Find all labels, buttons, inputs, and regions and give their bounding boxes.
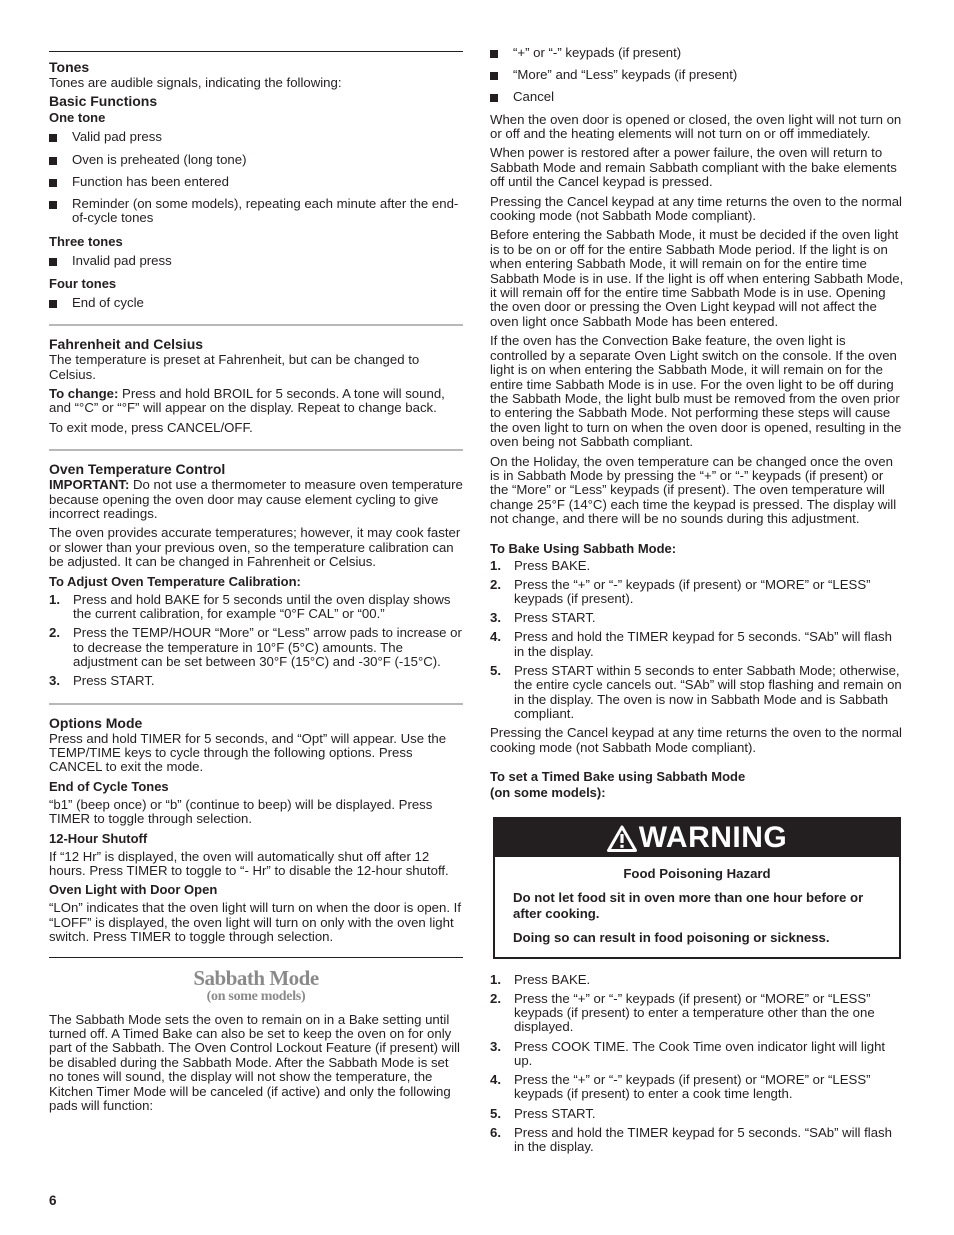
step-item xyxy=(490,1126,904,1155)
step-text: Press the “+” or “-” keypads (if present) or “MORE” or “LESS” keypads (if present) to enter a temperature other than the one displayed. xyxy=(514,990,875,1035)
light-text: “LOn” indicates that the oven light will turn on when the door is open. If “LOFF” is displayed, the oven light will turn on only with the oven light switch. Press TIMER to toggle through selection. xyxy=(49,900,461,945)
step-item xyxy=(490,559,904,573)
light-heading: Oven Light with Door Open xyxy=(49,882,218,898)
list-item: Reminder (on some models), repeating each minute after the end-of-cycle tones xyxy=(49,197,463,226)
sabbath-convection: If the oven has the Convection Bake feature, the oven light is controlled by a separate Oven Light switch on the console. If the oven light is on when entering the Sabbath Mode, it will remain on for the entire time Sabbath Mode is in use. For the oven light to be off during the Sabbath Mode, the light bulb must be removed from the oven prior to entering the Sabbath Mode. Not performing these steps will cause the oven light to turn on when the oven door is opened, resulting in the oven being not Sabbath compliant. xyxy=(490,333,902,450)
three-tones-list xyxy=(49,254,463,268)
shutoff-heading: 12-Hour Shutoff xyxy=(49,830,148,846)
basic-functions-heading: Basic Functions xyxy=(49,93,158,110)
sabbath-divider xyxy=(49,957,463,958)
adjust-calibration-heading: To Adjust Oven Temperature Calibration: xyxy=(49,573,301,589)
step-item xyxy=(49,593,463,622)
sabbath-subtitle: (on some models) xyxy=(206,988,306,1004)
step-item xyxy=(490,1107,904,1121)
step-text: Press BAKE. xyxy=(514,557,591,573)
step-number: 3. xyxy=(490,610,501,626)
calibration-steps xyxy=(49,593,463,689)
step-item xyxy=(49,626,463,669)
sabbath-cancel: Pressing the Cancel keypad at any time returns the oven to the normal cooking mode (not Sabbath Mode compliant). xyxy=(490,193,902,224)
warning-line-1: Do not let food sit in oven more than one hour before or after cooking. xyxy=(513,889,864,922)
step-text: Press COOK TIME. The Cook Time oven indicator light will light up. xyxy=(514,1038,886,1068)
list-item: Invalid pad press xyxy=(49,254,463,268)
step-text: Press START. xyxy=(514,610,596,626)
list-item: Function has been entered xyxy=(49,175,463,189)
step-item xyxy=(49,674,463,688)
warning-line-2: Doing so can result in food poisoning or sickness. xyxy=(513,929,830,945)
list-item: “+” or “-” keypads (if present) xyxy=(490,46,904,60)
step-item xyxy=(490,578,904,607)
left-column xyxy=(49,40,463,1113)
step-number: 4. xyxy=(490,629,501,645)
oven-temp-accuracy: The oven provides accurate temperatures; however, it may cook faster or slower than your previous oven, so the temperature calibration can be adjusted. It can be changed in Fahrenheit or Celsius. xyxy=(49,525,461,570)
warning-title: WARNING xyxy=(638,821,788,855)
step-item xyxy=(490,630,904,659)
step-text: Press BAKE. xyxy=(514,971,591,987)
sabbath-pads-list xyxy=(490,46,904,105)
sabbath-light: Before entering the Sabbath Mode, it must be decided if the oven light is to be on or off for the entire Sabbath Mode period. If the light is on when entering Sabbath Mode, it will remain on for the entire time Sabbath Mode is in use. If the light is off when entering Sabbath Mode, it will remain off for the entire time Sabbath Mode is in use. Opening the oven door or pressing the Oven Light keypad will not affect the oven light once Sabbath Mode has been entered. xyxy=(490,227,904,329)
tones-intro: Tones are audible signals, indicating the following: xyxy=(49,75,342,90)
step-number: 5. xyxy=(490,662,501,678)
step-number: 6. xyxy=(490,1124,501,1140)
step-number: 4. xyxy=(490,1072,501,1088)
step-text: Press the “+” or “-” keypads (if present) or “MORE” or “LESS” keypads (if present) to enter a cook time length. xyxy=(514,1072,871,1102)
one-tone-list xyxy=(49,130,463,225)
tones-heading: Tones xyxy=(49,59,90,75)
timed-bake-heading-1: To set a Timed Bake using Sabbath Mode xyxy=(490,769,746,785)
warning-triangle-icon xyxy=(607,825,637,852)
step-item xyxy=(490,1073,904,1102)
step-number: 5. xyxy=(490,1105,501,1121)
step-number: 2. xyxy=(490,990,501,1006)
list-item: Cancel xyxy=(490,90,904,104)
sabbath-cancel-2: Pressing the Cancel keypad at any time returns the oven to the normal cooking mode (not Sabbath Mode compliant). xyxy=(490,725,902,755)
list-item: End of cycle xyxy=(49,296,463,310)
step-text: Press the TEMP/HOUR “More” or “Less” arrow pads to increase or to decrease the temperature in 10°F (5°C) amounts. The adjustment can be set between 30°F (15°C) and -30°F (-15°C). xyxy=(73,625,462,670)
fahrenheit-intro: The temperature is preset at Fahrenheit, but can be changed to Celsius. xyxy=(49,352,420,382)
fahrenheit-change xyxy=(49,387,463,416)
shutoff-text: If “12 Hr” is displayed, the oven will automatically shut off after 12 hours. Press TIMER to toggle to “- Hr” to disable the 12-hour shutoff. xyxy=(49,848,449,878)
step-number: 1. xyxy=(49,591,60,607)
right-column xyxy=(490,40,904,1154)
step-number: 3. xyxy=(490,1038,501,1054)
page-number: 6 xyxy=(49,1193,57,1208)
step-item xyxy=(490,992,904,1035)
section-divider xyxy=(49,449,463,451)
list-item: Oven is preheated (long tone) xyxy=(49,153,463,167)
eoc-heading: End of Cycle Tones xyxy=(49,778,169,794)
step-item xyxy=(490,1040,904,1069)
sabbath-intro: The Sabbath Mode sets the oven to remain on in a Bake setting until turned off. A Timed Bake can also be set to keep the oven on for only part of the Sabbath. The Oven Control Lockout Feature (if present) will be disabled during the Sabbath Mode. After the Sabbath Mode is set no tones will sound, the display will not show the temperature, the Kitchen Timer Mode will be canceled (if active) and only the following pads will function: xyxy=(49,1011,460,1114)
step-item xyxy=(490,664,904,722)
step-number: 2. xyxy=(49,625,60,641)
step-number: 1. xyxy=(490,971,501,987)
to-change-label: To change: xyxy=(49,386,119,402)
step-number: 2. xyxy=(490,576,501,592)
top-divider xyxy=(49,51,463,52)
step-text: Press START. xyxy=(73,673,155,689)
list-item: Valid pad press xyxy=(49,130,463,144)
warning-header xyxy=(495,819,899,857)
oven-temp-heading: Oven Temperature Control xyxy=(49,461,226,478)
step-item xyxy=(490,611,904,625)
step-text: Press and hold the TIMER keypad for 5 seconds. “SAb” will flash in the display. xyxy=(514,629,892,659)
four-tones-list xyxy=(49,296,463,310)
step-text: Press the “+” or “-” keypads (if present) or “MORE” or “LESS” keypads (if present). xyxy=(514,576,871,607)
sabbath-door: When the oven door is opened or closed, the oven light will not turn on or off and the heating elements will not turn on or off immediately. xyxy=(490,111,902,142)
sabbath-title: Sabbath Mode xyxy=(193,965,319,990)
sabbath-power: When power is restored after a power failure, the oven will return to Sabbath Mode and remain Sabbath compliant with the bake elements off until the Cancel keypad is pressed. xyxy=(490,145,897,190)
options-intro: Press and hold TIMER for 5 seconds, and “Opt” will appear. Use the TEMP/TIME keys to cycle through the following options. Press CANCEL to exit the mode. xyxy=(49,730,447,775)
section-divider xyxy=(49,703,463,705)
warning-body xyxy=(495,857,899,956)
step-text: Press START. xyxy=(514,1105,596,1121)
four-tones-heading: Four tones xyxy=(49,275,117,291)
warning-box xyxy=(493,817,901,958)
section-divider xyxy=(49,324,463,326)
step-text: Press START within 5 seconds to enter Sabbath Mode; otherwise, the entire cycle cancels out. “SAb” will stop flashing and remain on in the display. The oven is now in Sabbath Mode and is Sabbath compliant. xyxy=(514,662,902,721)
step-number: 1. xyxy=(490,557,501,573)
bake-sabbath-steps xyxy=(490,559,904,722)
one-tone-heading: One tone xyxy=(49,110,106,126)
important-label: IMPORTANT: xyxy=(49,477,130,493)
fahrenheit-exit: To exit mode, press CANCEL/OFF. xyxy=(49,419,253,435)
list-item: “More” and “Less” keypads (if present) xyxy=(490,68,904,82)
three-tones-heading: Three tones xyxy=(49,233,123,249)
oven-temp-important xyxy=(49,478,463,521)
timed-bake-steps xyxy=(490,973,904,1155)
step-item xyxy=(490,973,904,987)
timed-bake-heading-2: (on some models): xyxy=(490,785,606,801)
options-heading: Options Mode xyxy=(49,714,143,731)
sabbath-holiday: On the Holiday, the oven temperature can be changed once the oven is in Sabbath Mode by pressing the “+” or “-” keypads (if present) or the “More” or “Less” keypads (if present). The oven temperature will change 25°F (14°C) each time the keypad is pressed. The display will not change, and there will be no sounds during this adjustment. xyxy=(490,453,897,527)
bake-sabbath-heading: To Bake Using Sabbath Mode: xyxy=(490,540,677,556)
to-change-text: Press and hold BROIL for 5 seconds. A tone will sound, and “°C” or “°F” will appear on the display. Repeat to change back. xyxy=(49,386,445,416)
step-number: 3. xyxy=(49,673,60,689)
important-text: Do not use a thermometer to measure oven temperature because opening the oven door may cause element cycling to give incorrect readings. xyxy=(49,477,463,522)
step-text: Press and hold the TIMER keypad for 5 seconds. “SAb” will flash in the display. xyxy=(514,1124,892,1155)
step-text: Press and hold BAKE for 5 seconds until the oven display shows the current calibration, for example “0°F CAL” or “00.” xyxy=(73,591,451,622)
eoc-text: “b1” (beep once) or “b” (continue to beep) will be displayed. Press TIMER to toggle through selection. xyxy=(49,796,433,827)
warning-hazard: Food Poisoning Hazard xyxy=(623,866,771,882)
fahrenheit-heading: Fahrenheit and Celsius xyxy=(49,336,204,353)
